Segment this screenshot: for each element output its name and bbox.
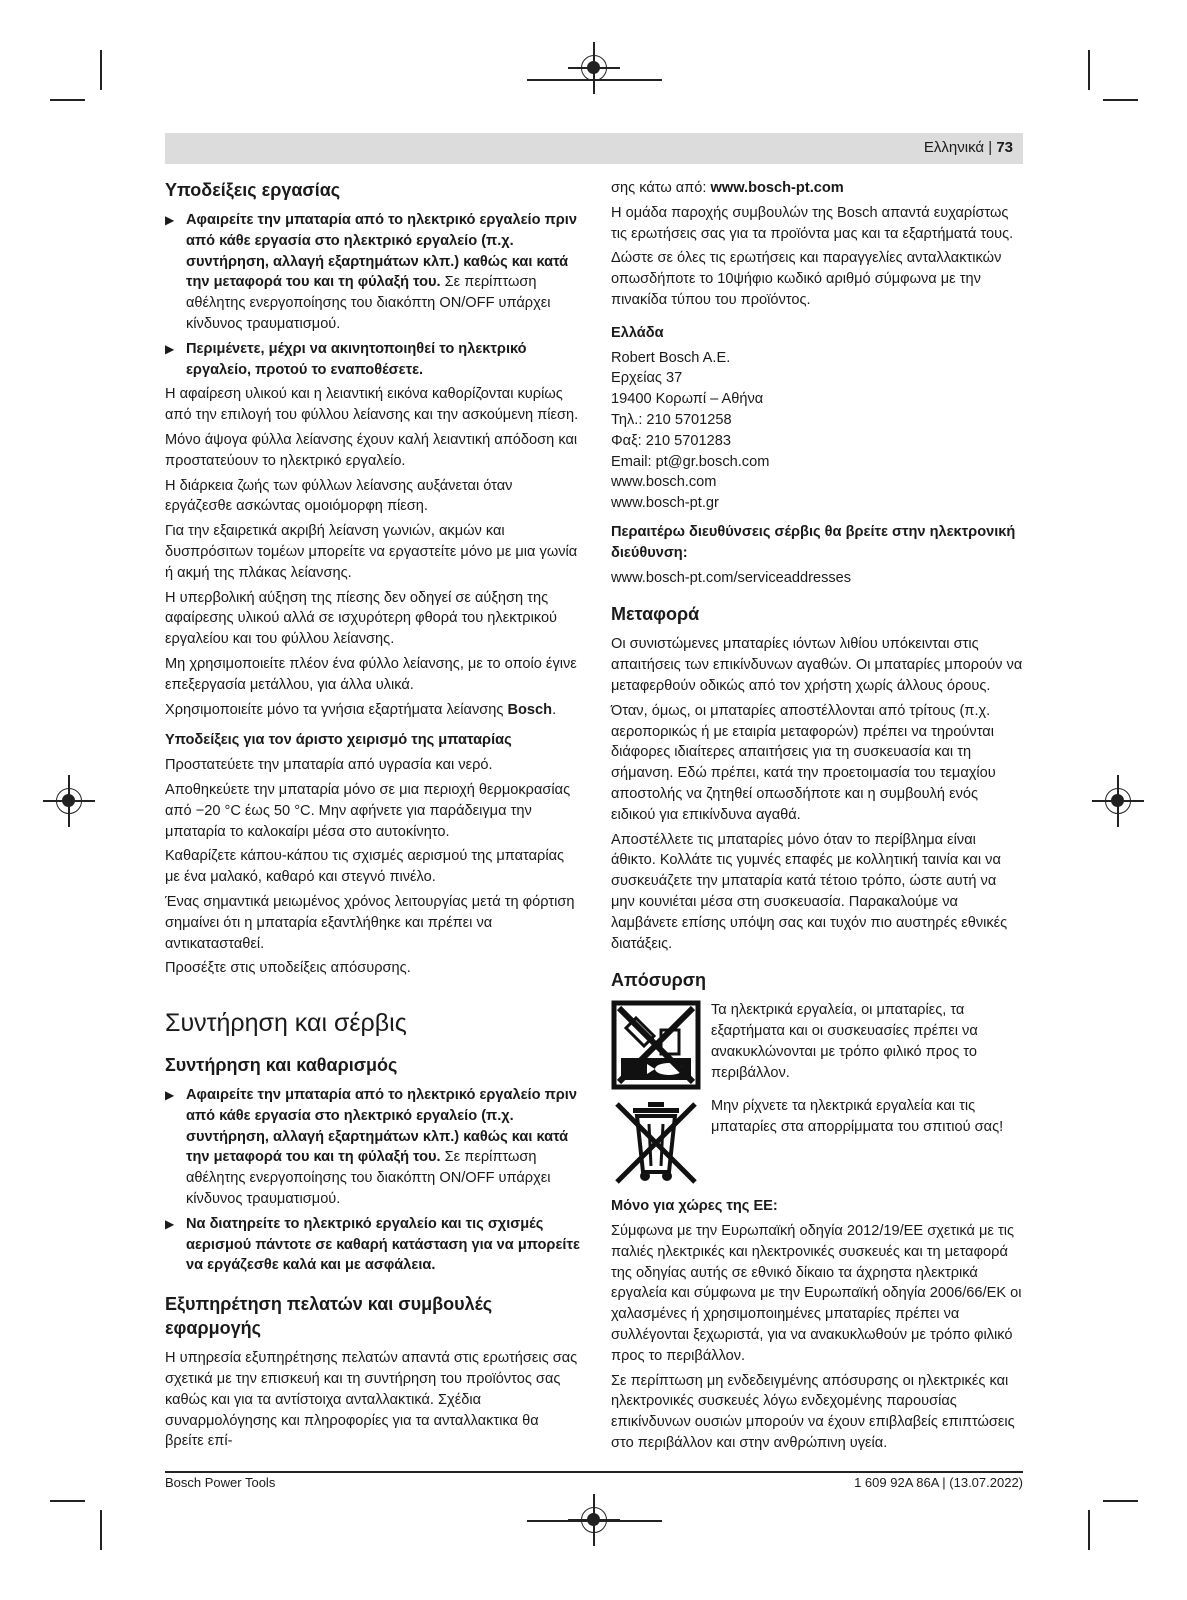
email-link[interactable]: Email: pt@gr.bosch.com [611, 453, 770, 470]
crop-mark [1103, 99, 1138, 101]
maintenance-heading: Συντήρηση και καθαρισμός [165, 1055, 398, 1076]
paragraph: Αποθηκεύετε την μπαταρία μόνο σε μια περιοχή θερμοκρασίας από −20 °C έως 50 °C. Μην αφήνετε για παράδειγμα την μπαταρία το καλοκαίρι μέσα στο αυτοκίνητο. [165, 781, 571, 840]
warning-bullet [165, 1214, 581, 1276]
registration-mark-icon [56, 788, 82, 814]
no-household-waste-icon [611, 1000, 701, 1090]
bullet-bold-text: Αφαιρείτε την μπαταρία από το ηλεκτρικό εργαλείο πριν από κάθε εργασία στο ηλεκτρικό εργαλείο (π.χ. συντήρηση, αλλαγή εξαρτημάτων κλπ.) καθώς και κατά την μεταφορά του και τη φύλαξή του. [186, 1087, 577, 1166]
paragraph-text: σης κάτω από: [611, 180, 711, 196]
paragraph: Η διάρκεια ζωής των φύλλων λείανσης αυξάνεται όταν εργάζεσθε ασκώντας ομοιόμορφη πίεση. [165, 477, 513, 515]
crop-mark [1088, 1510, 1090, 1550]
address-line: Ερχείας 37 [611, 370, 683, 387]
brand-name: Bosch [507, 701, 553, 718]
paragraph-text: Χρησιμοποιείτε μόνο τα γνήσια εξαρτήματα λείανσης [165, 701, 508, 718]
crop-mark [1088, 50, 1090, 90]
bullet-bold-text: Περιμένετε, μέχρι να ακινητοποιηθεί το ηλεκτρικό εργαλείο, προτού το εναποθέσετε. [186, 340, 527, 378]
page-header [165, 133, 1023, 164]
paragraph [611, 178, 1023, 199]
paragraph: Δώστε σε όλες τις ερωτήσεις και παραγγελίες ανταλλακτικών οπωσδήποτε το 10ψήφιο κωδικό αριθμό σύμφωνα με την πινακίδα τύπου του προϊόντος. [611, 250, 1002, 308]
website-link[interactable]: www.bosch-pt.com [710, 180, 844, 196]
more-addresses-heading: Περαιτέρω διευθύνσεις σέρβις θα βρείτε στην ηλεκτρονική διεύθυνση: [611, 523, 1016, 561]
paragraph-end: . [552, 701, 557, 718]
paragraph: Η υπερβολική αύξηση της πίεσης δεν οδηγεί σε αύξηση της αφαίρεσης υλικού αλλά σε ισχυρότερη φθορά του ηλεκτρικού εργαλείου και του φύλλου λείανσης. [165, 589, 558, 648]
header-language: Ελληνικά [923, 139, 985, 156]
paragraph: Για την εξαιρετικά ακριβή λείανση γωνιών, ακμών και δυσπρόσιτων τομέων μπορείτε να εργαστείτε μόνο με μια γωνία ή ακμή της πλάκας λείανσης. [165, 523, 578, 581]
registration-mark-icon [1105, 788, 1131, 814]
website-link[interactable]: www.bosch.com [611, 474, 717, 491]
paragraph: Οι συνιστώμενες μπαταρίες ιόντων λιθίου υπόκεινται στις απαιτήσεις των επικίνδυνων αγαθών. Οι μπαταρίες μπορούν να μεταφερθούν οδικώς από τον χρήστη χωρίς άλλους όρους. [611, 636, 1023, 694]
bullet-text: Σε περίπτωση αθέλητης ενεργοποίησης του διακόπτη ON/OFF υπάρχει κίνδυνος τραυματισμού. [186, 1149, 551, 1208]
bullet-bold-text: Να διατηρείτε το ηλεκτρικό εργαλείο και τις σχισμές αερισμού πάντοτε σε καθαρή κατάσταση για να μπορείτε να εργάζεσθε καλά και με ασφάλεια. [186, 1215, 580, 1274]
paragraph: Καθαρίζετε κάπου-κάπου τις σχισμές αερισμού της μπαταρίας με ένα μαλακό, καθαρό και στεγνό πινέλο. [165, 848, 565, 886]
header-label: Ελληνικά | 73 [923, 139, 1013, 156]
disposal-note: Μην ρίχνετε τα ηλεκτρικά εργαλεία και τις μπαταρίες στα απορρίμματα του σπιτιού σας! [711, 1098, 1004, 1136]
paragraph: Προστατεύετε την μπαταρία από υγρασία και νερό. [165, 757, 493, 774]
crop-mark [100, 50, 102, 90]
footer-doc-id: 1 609 92A 86A | (13.07.2022) [854, 1475, 1023, 1490]
bullet-bold-text: Αφαιρείτε την μπαταρία από το ηλεκτρικό εργαλείο πριν από κάθε εργασία στο ηλεκτρικό εργαλείο (π.χ. συντήρηση, αλλαγή εξαρτημάτων κλπ.) καθώς και κατά την μεταφορά του και τη φύλαξή του. [186, 212, 577, 291]
crop-mark [50, 99, 85, 101]
right-column [611, 178, 1023, 1458]
service-title: Συντήρηση και σέρβις [165, 1009, 407, 1038]
paragraph: Η αφαίρεση υλικού και η λειαντική εικόνα καθορίζονται κυρίως από την επιλογή του φύλλου λείανσης και την ασκούμενη πίεση. [165, 386, 579, 424]
service-addresses-link[interactable]: www.bosch-pt.com/serviceaddresses [611, 569, 852, 586]
paragraph: Μόνο άψογα φύλλα λείανσης έχουν καλή λειαντική απόδοση και προστατεύουν το ηλεκτρικό εργαλείο. [165, 431, 578, 469]
warning-bullet [165, 1085, 581, 1210]
disposal-bin-row [611, 1096, 1023, 1186]
country-heading: Ελλάδα [611, 324, 664, 341]
address-line: Robert Bosch A.E. [611, 349, 731, 366]
disposal-note: Τα ηλεκτρικά εργαλεία, οι μπαταρίες, τα εξαρτήματα και οι συσκευασίες πρέπει να ανακυκλώνονται με τρόπο φιλικό προς το περιβάλλον. [711, 1002, 978, 1081]
footer-divider [165, 1471, 1023, 1473]
paragraph [165, 700, 581, 721]
address-block [611, 348, 1023, 514]
customer-service-heading: Εξυπηρέτηση πελατών και συμβουλές εφαρμογής [165, 1294, 493, 1339]
registration-mark-icon [581, 1507, 607, 1533]
website-link[interactable]: www.bosch-pt.gr [611, 495, 719, 512]
eu-heading: Μόνο για χώρες της ΕΕ: [611, 1198, 778, 1215]
work-tips-heading: Υποδείξεις εργασίας [165, 180, 341, 200]
address-line: Τηλ.: 210 5701258 [611, 411, 732, 428]
paragraph: Σύμφωνα με την Ευρωπαϊκή οδηγία 2012/19/ΕΕ σχετικά με τις παλιές ηλεκτρικές και ηλεκτρονικές συσκευές και τη μεταφορά της οδηγίας αυτής σε εθνικό δίκαιο τα άχρηστα ηλεκτρικά εργαλεία και σύμφωνα με την Ευρωπαϊκή οδηγία 2006/66/ΕΚ οι χαλασμένες ή χρησιμοποιημένες μπαταρίες πρέπει να συλλέγονται ξεχωριστά, για να ανακυκλωθούν με τρόπο φιλικό προς το περιβάλλον. [611, 1223, 1022, 1364]
disposal-heading: Απόσυρση [611, 970, 707, 991]
crop-mark [1103, 1500, 1138, 1502]
page-number: 73 [996, 139, 1013, 156]
crop-mark [50, 1500, 85, 1502]
warning-bullet [165, 210, 581, 335]
battery-heading: Υποδείξεις για τον άριστο χειρισμό της μπαταρίας [165, 732, 512, 749]
transport-heading: Μεταφορά [611, 604, 700, 625]
paragraph: Η ομάδα παροχής συμβουλών της Bosch απαντά ευχαρίστως τις ερωτήσεις σας για τα προϊόντα μας και τα εξαρτήματά τους. [611, 204, 1014, 242]
address-line: 19400 Κορωπί – Αθήνα [611, 391, 764, 408]
paragraph: Προσέξτε στις υποδείξεις απόσυρσης. [165, 960, 411, 977]
paragraph: Όταν, όμως, οι μπαταρίες αποστέλλονται από τρίτους (π.χ. αεροπορικώς ή με εταιρία μεταφορών) πρέπει να τηρούνται διάφορες ιδιαίτερες απαιτήσεις για τη συσκευασία και τη σήμανση. Εδώ πρέπει, κατά την προετοιμασία του τεμαχίου αποστολής να ζητηθεί οπωσδήποτε και η συμβουλή ενός ειδικού για επικίνδυνα αγαθά. [611, 702, 996, 823]
warning-bullet [165, 339, 581, 381]
disposal-recycle-row [611, 1000, 1023, 1090]
crop-mark [100, 1510, 102, 1550]
left-column [165, 178, 581, 1456]
footer-publisher: Bosch Power Tools [165, 1475, 276, 1490]
paragraph: Αποστέλλετε τις μπαταρίες μόνο όταν το περίβλημα είναι άθικτο. Κολλάτε τις γυμνές επαφές με κολλητική ταινία και να συσκευάζετε την μπαταρία κατά τέτοιο τρόπο, ώστε αυτή να μην κουνιέται μέσα στη συσκευασία. Παρακαλούμε να λαμβάνετε επίσης υπόψη σας και τυχόν πιο αυστηρές εθνικές διατάξεις. [611, 831, 1008, 952]
registration-mark-icon [581, 55, 607, 81]
paragraph: Ένας σημαντικά μειωμένος χρόνος λειτουργίας μετά τη φόρτιση σημαίνει ότι η μπαταρία εξαντλήθηκε και πρέπει να αντικατασταθεί. [165, 893, 575, 952]
bullet-text: Σε περίπτωση αθέλητης ενεργοποίησης του διακόπτη ON/OFF υπάρχει κίνδυνος τραυματισμού. [186, 274, 551, 332]
paragraph: Σε περίπτωση μη ενδεδειγμένης απόσυρσης οι ηλεκτρικές και ηλεκτρονικές συσκευές λόγω ενδεχομένης παρουσίας επικίνδυνων ουσιών μπορούν να έχουν επιβλαβείς επιπτώσεις στο περιβάλλον και στην ανθρώπινη υγεία. [611, 1372, 1015, 1452]
paragraph: Μη χρησιμοποιείτε πλέον ένα φύλλο λείανσης, με το οποίο έγινε επεξεργασία μετάλλου, για άλλα υλικά. [165, 655, 577, 693]
crossed-out-bin-icon [611, 1096, 701, 1186]
address-line: Φαξ: 210 5701283 [611, 432, 731, 449]
paragraph: Η υπηρεσία εξυπηρέτησης πελατών απαντά στις ερωτήσεις σας σχετικά με την επισκευή και τη συντήρηση του προϊόντος σας καθώς και για τα αντίστοιχα ανταλλακτικά. Σχέδια συναρμολόγησης και πληροφορίες για τα ανταλλακτικα θα βρείτε επί- [165, 1350, 578, 1450]
